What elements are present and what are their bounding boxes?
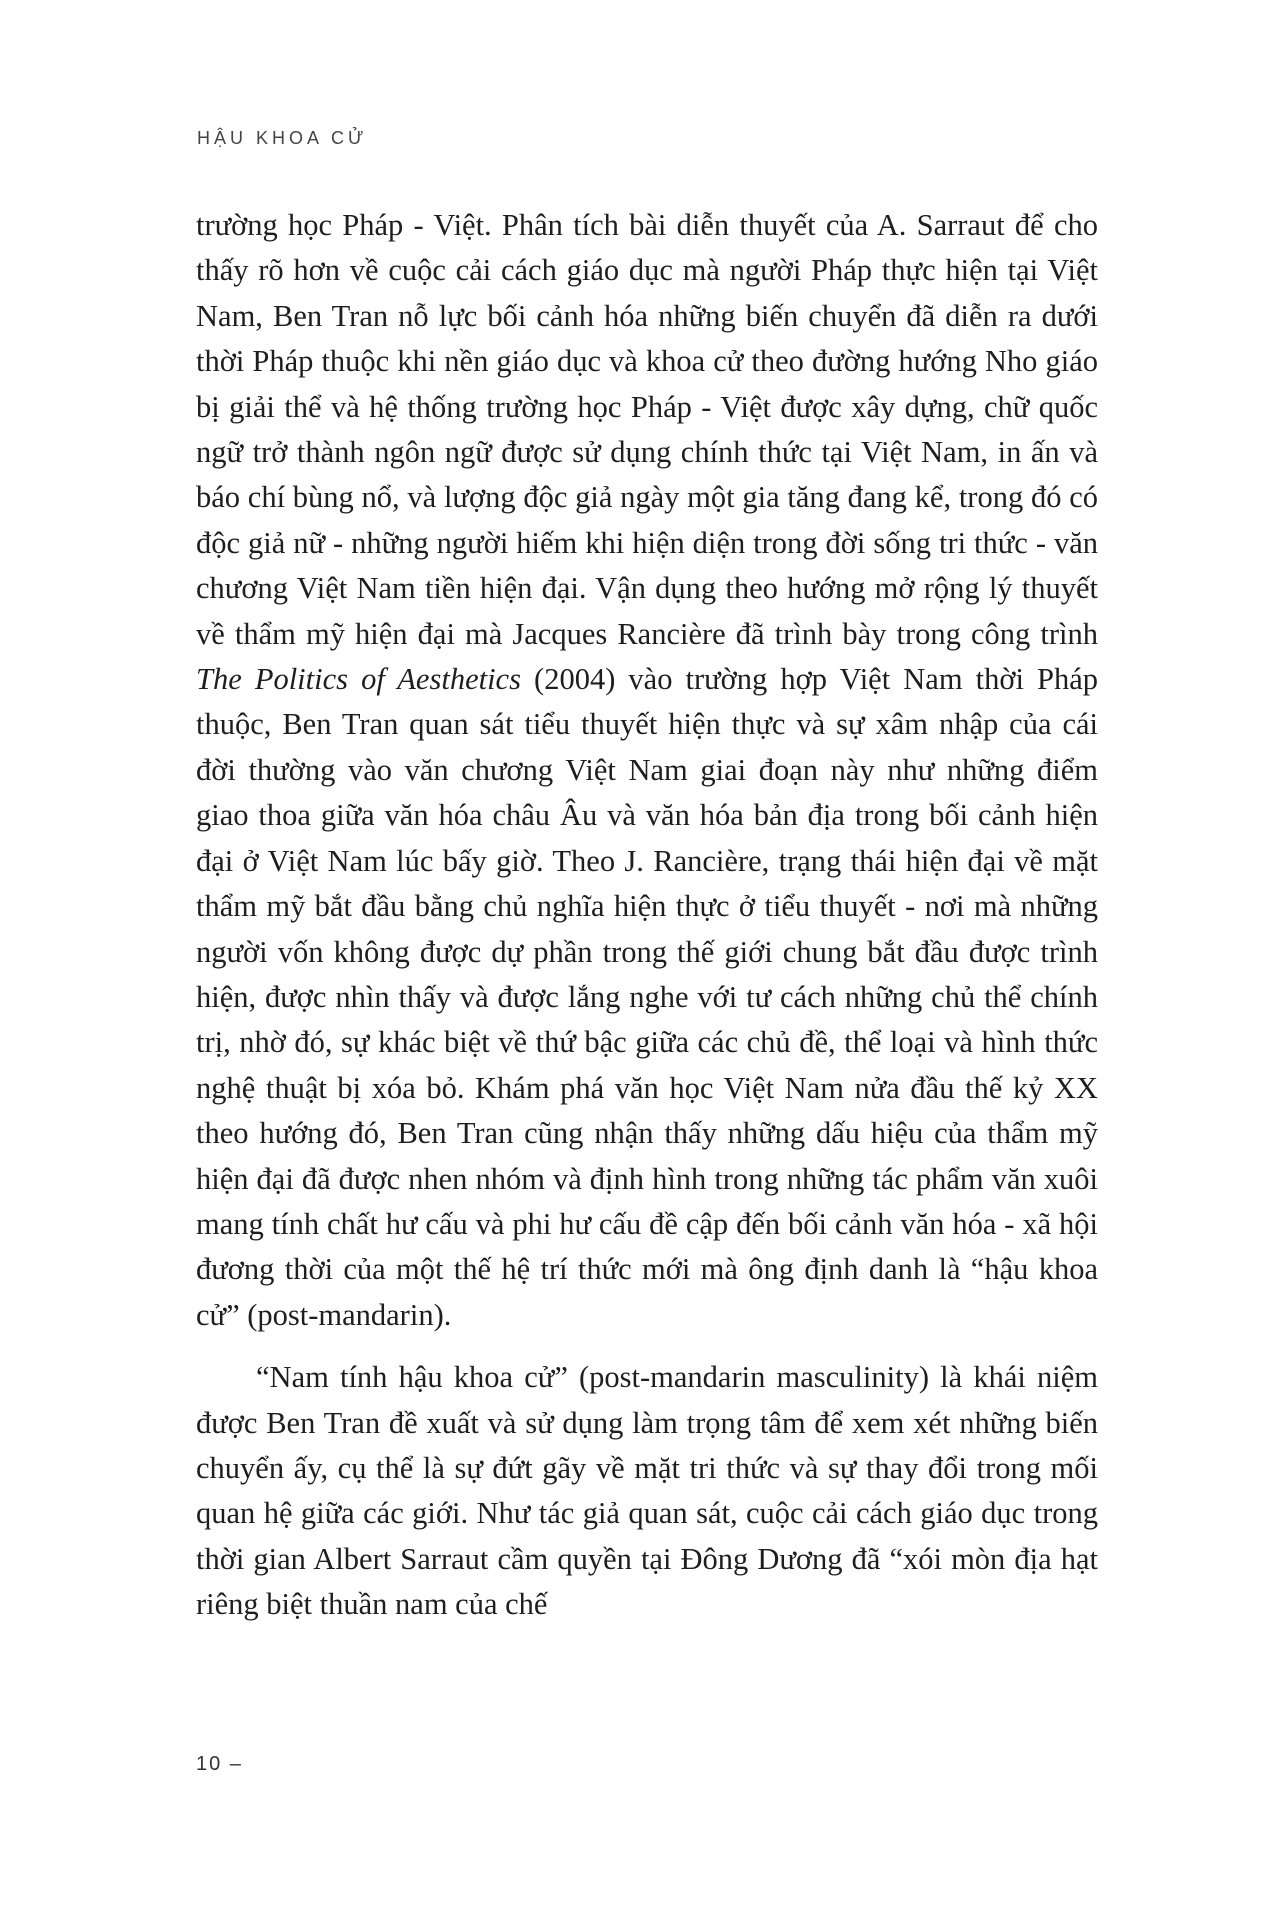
- page-number: 10 –: [196, 1753, 243, 1775]
- body-text: [196, 203, 1098, 1628]
- paragraph-1: [196, 203, 1098, 1338]
- paragraph-1-text-b: (2004) vào trường hợp Việt Nam thời Pháp thuộc, Ben Tran quan sát tiểu thuyết hiện thực và sự xâm nhập của cái đời thường vào văn chương Việt Nam giai đoạn này như những điểm giao thoa giữa văn hóa châu Âu và văn hóa bản địa trong bối cảnh hiện đại ở Việt Nam lúc bấy giờ. Theo J. Rancière, trạng thái hiện đại về mặt thẩm mỹ bắt đầu bằng chủ nghĩa hiện thực ở tiểu thuyết - nơi mà những người vốn không được dự phần trong thế giới chung bắt đầu được trình hiện, được nhìn thấy và được lắng nghe với tư cách những chủ thể chính trị, nhờ đó, sự khác biệt về thứ bậc giữa các chủ đề, thể loại và hình thức nghệ thuật bị xóa bỏ. Khám phá văn học Việt Nam nửa đầu thế kỷ XX theo hướng đó, Ben Tran cũng nhận thấy những dấu hiệu của thẩm mỹ hiện đại đã được nhen nhóm và định hình trong những tác phẩm văn xuôi mang tính chất hư cấu và phi hư cấu đề cập đến bối cảnh văn hóa - xã hội đương thời của một thế hệ trí thức mới mà ông định danh là “hậu khoa cử” (post-mandarin).: [196, 662, 1099, 1332]
- paragraph-2: “Nam tính hậu khoa cử” (post-mandarin masculinity) là khái niệm được Ben Tran đề xuất và sử dụng làm trọng tâm để xem xét những biến chuyển ấy, cụ thể là sự đứt gãy về mặt tri thức và sự thay đổi trong mối quan hệ giữa các giới. Như tác giả quan sát, cuộc cải cách giáo dục trong thời gian Albert Sarraut cầm quyền tại Đông Dương đã “xói mòn địa hạt riêng biệt thuần nam của chế: [196, 1360, 1098, 1622]
- book-title: The Politics of Aesthetics: [196, 662, 521, 697]
- paragraph-1-text-a: trường học Pháp - Việt. Phân tích bài diễn thuyết của A. Sarraut để cho thấy rõ hơn về cuộc cải cách giáo dục mà người Pháp thực hiện tại Việt Nam, Ben Tran nỗ lực bối cảnh hóa những biến chuyển đã diễn ra dưới thời Pháp thuộc khi nền giáo dục và khoa cử theo đường hướng Nho giáo bị giải thể và hệ thống trường học Pháp - Việt được xây dựng, chữ quốc ngữ trở thành ngôn ngữ được sử dụng chính thức tại Việt Nam, in ấn và báo chí bùng nổ, và lượng độc giả ngày một gia tăng đang kể, trong đó có độc giả nữ - những người hiếm khi hiện diện trong đời sống tri thức - văn chương Việt Nam tiền hiện đại. Vận dụng theo hướng mở rộng lý thuyết về thẩm mỹ hiện đại mà Jacques Rancière đã trình bày trong công trình: [196, 208, 1098, 651]
- running-head: HẬU KHOA CỬ: [197, 128, 368, 148]
